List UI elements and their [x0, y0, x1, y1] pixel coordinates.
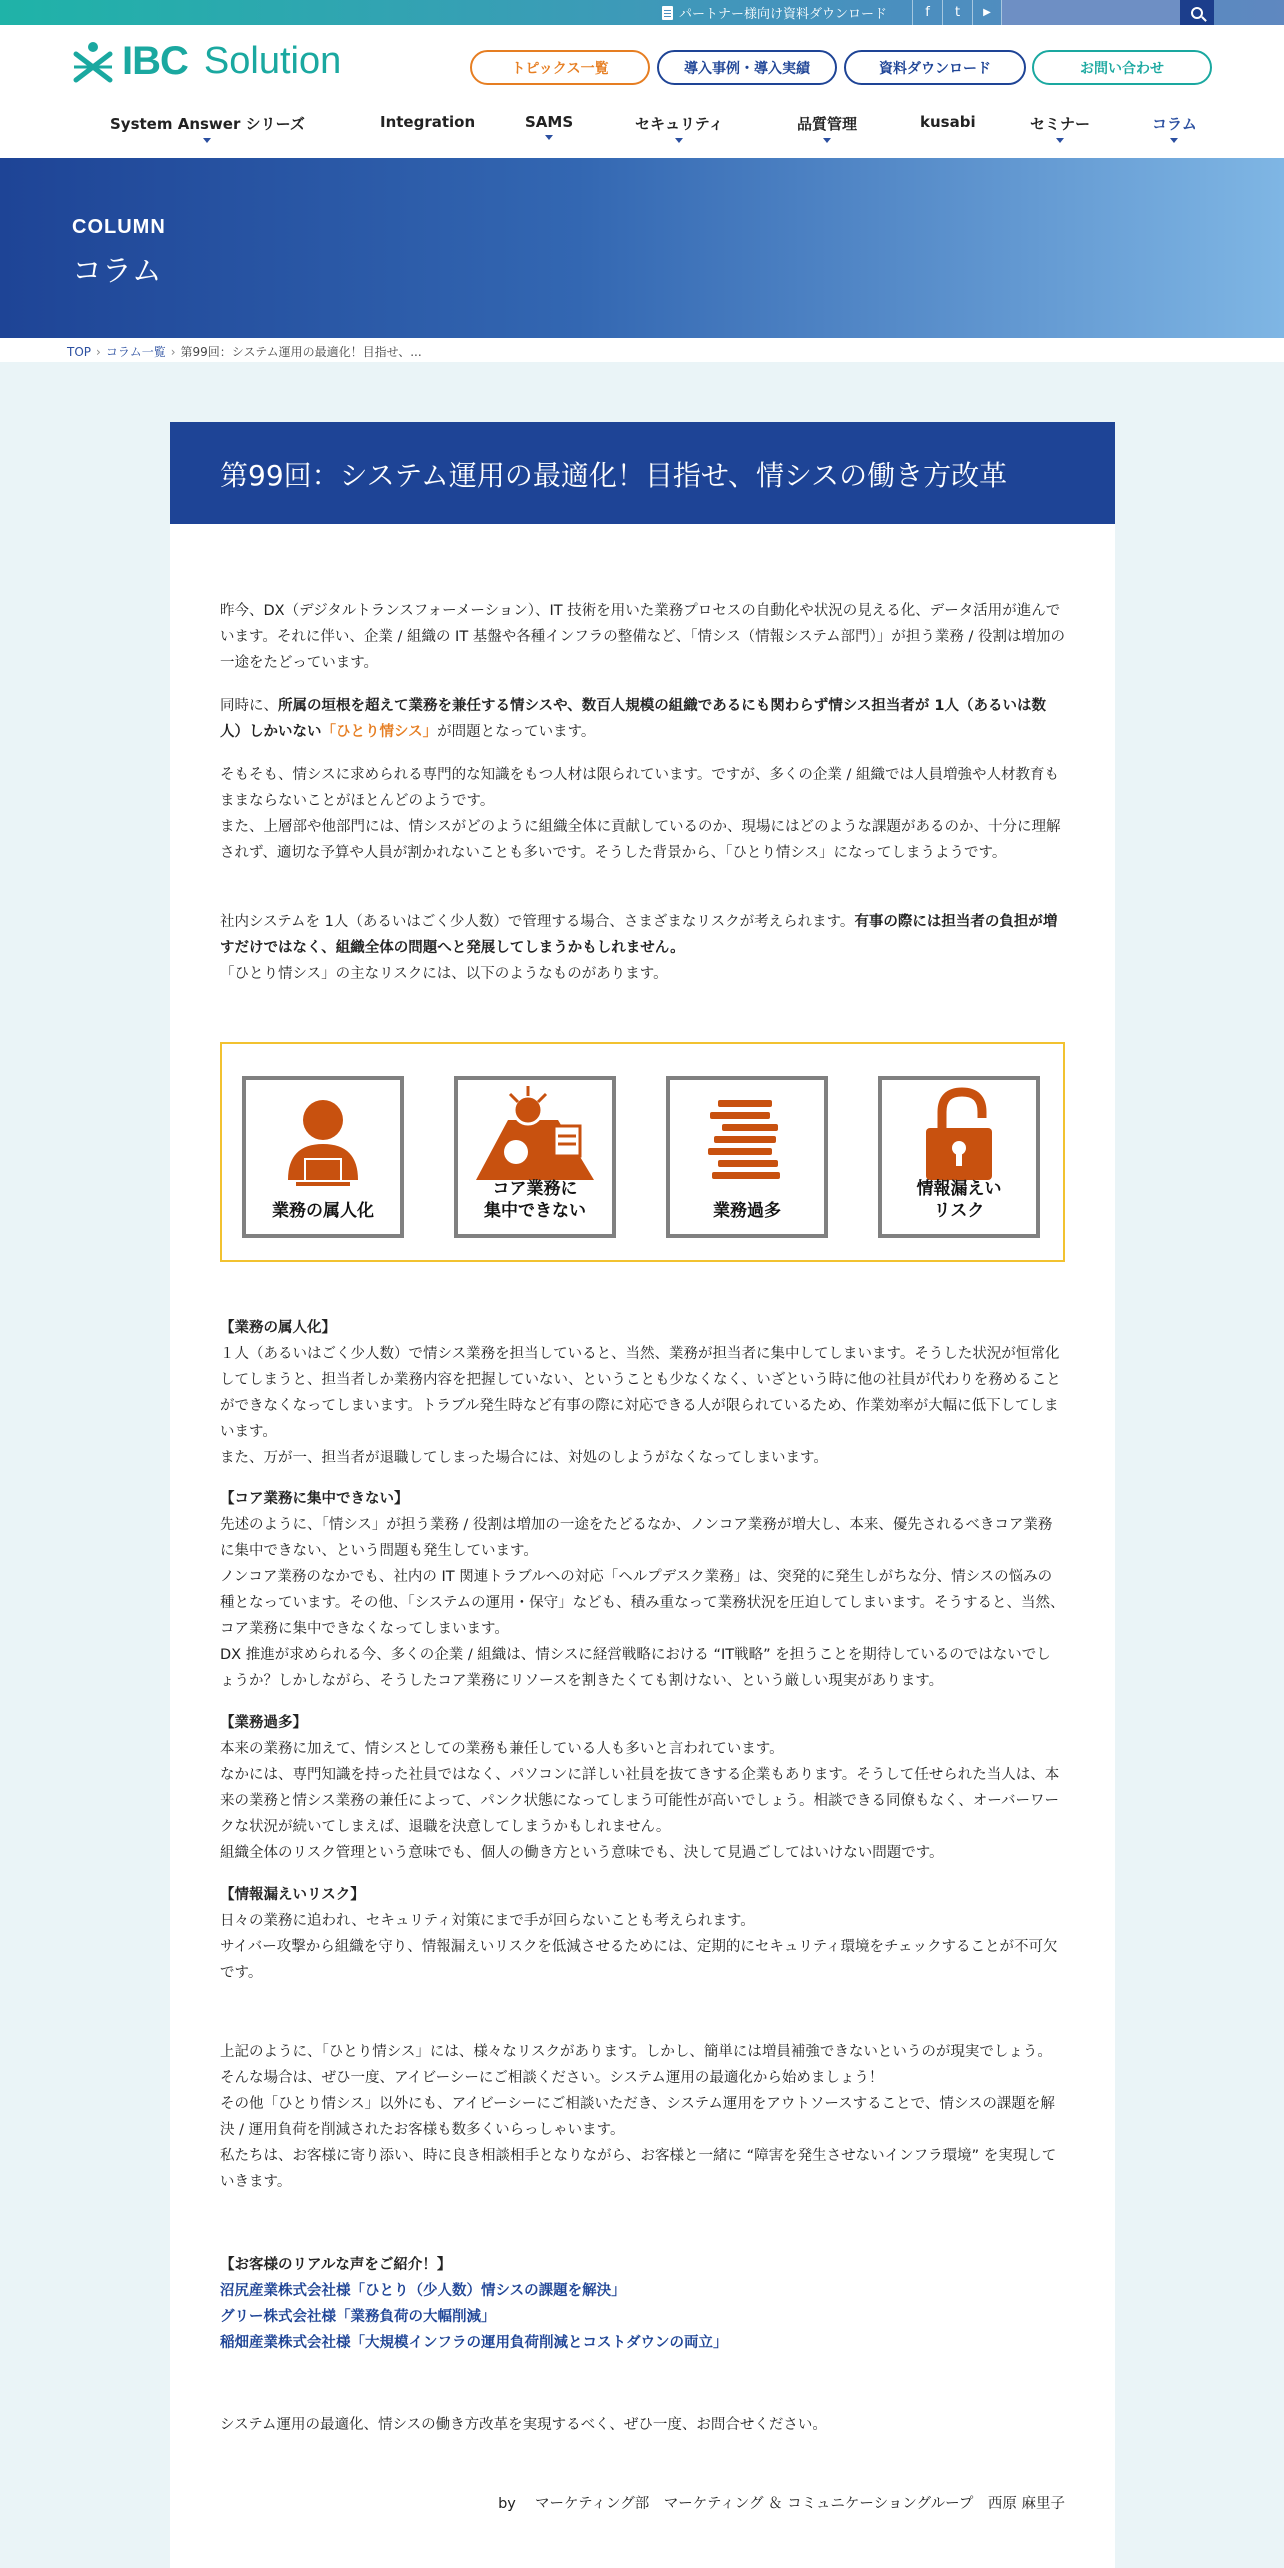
twitter-icon[interactable]: t: [942, 0, 972, 25]
nav-security[interactable]: セキュリティ: [635, 113, 724, 143]
conclusion-paragraph: 上記のように、「ひとり情シス」には、様々なリスクがあります。しかし、簡単には増員補強できないというのが現実でしょう。そんな場合は、ぜひ一度、アイビーシーにご相談ください。システム運用の最適化から始めましょう！: [220, 2044, 1052, 2086]
chevron-down-icon: [1056, 138, 1064, 143]
section-paragraph: なかには、専門知識を持った社員ではなく、パソコンに詳しい社員を抜てきする企業もあります。そうして任せられた当人は、本来の業務と情シス業務の兼任によって、パンク状態になってしまう可能性が高いでしょう。相談できる同僚もなく、オーバーワークな状況が続いてしまえば、退職を決意してしまうかもしれません。: [220, 1767, 1060, 1835]
customer-links: [220, 2278, 1065, 2356]
topics-button[interactable]: トピックス一覧: [470, 50, 650, 85]
nav-seminar[interactable]: セミナー: [1030, 113, 1090, 143]
partner-download-link[interactable]: [662, 3, 887, 22]
logo-sub: Solution: [203, 40, 342, 82]
hero-title-en: COLUMN: [72, 216, 166, 238]
ibc-logo-icon: [70, 40, 116, 84]
section-paragraph: 本来の業務に加えて、情シスとしての業務も兼任している人も多いと言われています。: [220, 1741, 784, 1757]
tile-caption: 情報漏えい リスク: [916, 1179, 1002, 1221]
section-paragraph: 日々の業務に追われ、セキュリティ対策にまで手が回らないことも考えられます。: [220, 1913, 755, 1929]
closing-paragraph: システム運用の最適化、情シスの働き方改革を実現するべく、ぜひ一度、お問合せください。: [220, 2417, 827, 2433]
section-paragraph: １人（あるいはごく少人数）で情シス業務を担当していると、当然、業務が担当者に集中してしまいます。そうした状況が恒常化してしまうと、担当者しか業務内容を把握していない、ということも少なくなく、いざという時に他の社員が代わりを務めることができなくなってしまいます。トラブル発生時など有事の際に対応できる人が限られているため、作業効率が大幅に低下してしまいます。: [220, 1346, 1061, 1440]
logo-brand: IBC: [122, 39, 188, 83]
document-icon: [662, 6, 673, 20]
breadcrumb-column-list[interactable]: コラム一覧: [105, 345, 166, 359]
section-paragraph: DX 推進が求められる今、多くの企業 / 組織は、情シスに経営戦略における “IT戦略” を担うことを期待しているのではないでしょうか？しかしながら、そうしたコア業務にリソースを割きたくても割けない、という厳しい現実があります。: [220, 1647, 1051, 1689]
case-link-gree[interactable]: グリー株式会社様「業務負荷の大幅削減」: [220, 2309, 496, 2325]
site-header: [0, 25, 1284, 158]
section-heading: 【コア業務に集中できない】: [220, 1491, 409, 1507]
tile-caption: 業務の属人化: [272, 1201, 374, 1221]
breadcrumb-current: 第99回：システム運用の最適化！目指せ、...: [180, 345, 422, 359]
risk-infographic: [220, 1042, 1065, 1262]
breadcrumb-separator: ›: [170, 345, 176, 359]
download-button[interactable]: 資料ダウンロード: [844, 50, 1026, 85]
nav-kusabi[interactable]: kusabi: [920, 113, 976, 131]
tile-caption: 業務過多: [713, 1201, 781, 1221]
hitori-paragraph: 同時に、所属の垣根を超えて業務を兼任する情シスや、数百人規模の組織であるにも関わらず情シス担当者が 1人（あるいは数人）しかいない「ひとり情シス」が問題となっています。: [220, 698, 1046, 740]
chevron-down-icon: [1170, 138, 1178, 143]
chevron-down-icon: [675, 138, 683, 143]
intro-paragraph: 昨今、DX（デジタルトランスフォーメーション）、IT 技術を用いた業務プロセスの自動化や状況の見える化、データ活用が進んでいます。それに伴い、企業 / 組織の IT 基盤や各種インフラの整備など、「情シス（情報システム部門）」が担う業務 / 役割は増加の一途をたどっています。: [220, 603, 1066, 671]
site-logo[interactable]: [70, 39, 341, 84]
section-paragraph: 組織全体のリスク管理という意味でも、個人の働き方という意味でも、決して見過ごしてはいけない問題です。: [220, 1845, 944, 1861]
nav-column[interactable]: コラム: [1152, 113, 1197, 143]
case-link-inabata[interactable]: 稲畑産業株式会社様「大規模インフラの運用負荷削減とコストダウンの両立」: [220, 2335, 728, 2351]
section-paragraph: サイバー攻撃から組織を守り、情報漏えいリスクを低減させるためには、定期的にセキュリティ環境をチェックすることが不可欠です。: [220, 1939, 1058, 1981]
top-bar: [0, 0, 1284, 25]
tile-leak-risk: [878, 1076, 1040, 1238]
youtube-icon[interactable]: ▶: [972, 0, 1002, 25]
breadcrumb-top[interactable]: TOP: [67, 345, 92, 359]
section-heading: 【情報漏えいリスク】: [220, 1887, 365, 1903]
author-line: by マーケティング部 マーケティング ＆ コミュニケーショングループ 西原 麻里子: [498, 2496, 1065, 2512]
risk-intro-paragraph: 社内システムを 1人（あるいはごく少人数）で管理する場合、さまざまなリスクが考えられます。有事の際には担当者の負担が増すだけではなく、組織全体の問題へと発展してしまうかもしれません。 「ひとり情シス」の主なリスクには、以下のようなものがあります。: [220, 914, 1058, 982]
section-paragraph: ノンコア業務のなかでも、社内の IT 関連トラブルへの対応「ヘルプデスク業務」は、突発的に発生しがちな分、情シスの悩みの種となっています。その他、「システムの運用・保守」なども、積み重なって業務状況を圧迫してしまいます。そうすると、当然、コア業務に集中できなくなってしまいます。: [220, 1569, 1065, 1637]
case-studies-button[interactable]: 導入事例・導入実績: [657, 50, 837, 85]
customer-voice-heading: 【お客様のリアルな声をご紹介！】: [220, 2257, 452, 2273]
search-input[interactable]: [1002, 0, 1180, 25]
chevron-down-icon: [823, 138, 831, 143]
search-button[interactable]: [1180, 0, 1214, 25]
conclusion-paragraph: その他「ひとり情シス」以外にも、アイビーシーにご相談いただき、システム運用をアウトソースすることで、情シスの課題を解決 / 運用負荷を削減されたお客様も数多くいらっしゃいます。: [220, 2096, 1055, 2138]
page-hero: [0, 158, 1284, 338]
background-paragraph: そもそも、情シスに求められる専門的な知識をもつ人材は限られています。ですが、多くの企業 / 組織では人員増強や人材教育もままならないことがほとんどのようです。: [220, 767, 1060, 809]
article-title: 第99回：システム運用の最適化！目指せ、情シスの働き方改革: [220, 459, 1008, 492]
nav-quality[interactable]: 品質管理: [797, 113, 857, 143]
partner-download-label: パートナー様向け資料ダウンロード: [679, 7, 888, 22]
chevron-down-icon: [545, 135, 553, 140]
section-paragraph: また、万が一、担当者が退職してしまった場合には、対処のしようがなくなってしまいます。: [220, 1450, 828, 1466]
chevron-down-icon: [203, 138, 211, 143]
tile-personalization: [242, 1076, 404, 1238]
facebook-icon[interactable]: f: [912, 0, 942, 25]
section-paragraph: 先述のように、「情シス」が担う業務 / 役割は増加の一途をたどるなか、ノンコア業務が増大し、本来、優先されるべきコア業務に集中できない、という問題も発生しています。: [220, 1517, 1053, 1559]
hitori-highlight: 「ひとり情シス」: [321, 724, 438, 740]
section-heading: 【業務の属人化】: [220, 1320, 336, 1336]
section-heading: 【業務過多】: [220, 1715, 307, 1731]
search-icon: [1191, 7, 1203, 19]
breadcrumb-separator: ›: [96, 345, 101, 359]
tile-caption: コア業務に 集中できない: [484, 1179, 586, 1221]
conclusion-paragraph: 私たちは、お客様に寄り添い、時に良き相談相手となりながら、お客様と一緒に “障害を発生させないインフラ環境” を実現していきます。: [220, 2148, 1057, 2190]
nav-integration[interactable]: Integration: [380, 113, 476, 131]
tile-core-focus: [454, 1076, 616, 1238]
breadcrumb: [0, 338, 1284, 362]
article-title-bar: [170, 422, 1115, 524]
hero-title-ja: コラム: [72, 254, 162, 289]
nav-sams[interactable]: SAMS: [525, 113, 573, 140]
main-nav: [0, 105, 1284, 155]
background-paragraph-2: また、上層部や他部門には、情シスがどのように組織全体に貢献しているのか、現場にはどのような課題があるのか、十分に理解されず、適切な予算や人員が割かれないことも多いです。そうした背景から、「ひとり情シス」になってしまうようです。: [220, 819, 1061, 861]
contact-button[interactable]: お問い合わせ: [1032, 50, 1212, 85]
nav-system-answer[interactable]: System Answer シリーズ: [110, 113, 305, 143]
tile-overload: [666, 1076, 828, 1238]
article-card: [170, 422, 1115, 2568]
case-link-numajiri[interactable]: 沼尻産業株式会社様「ひとり（少人数）情シスの課題を解決」: [220, 2283, 626, 2299]
